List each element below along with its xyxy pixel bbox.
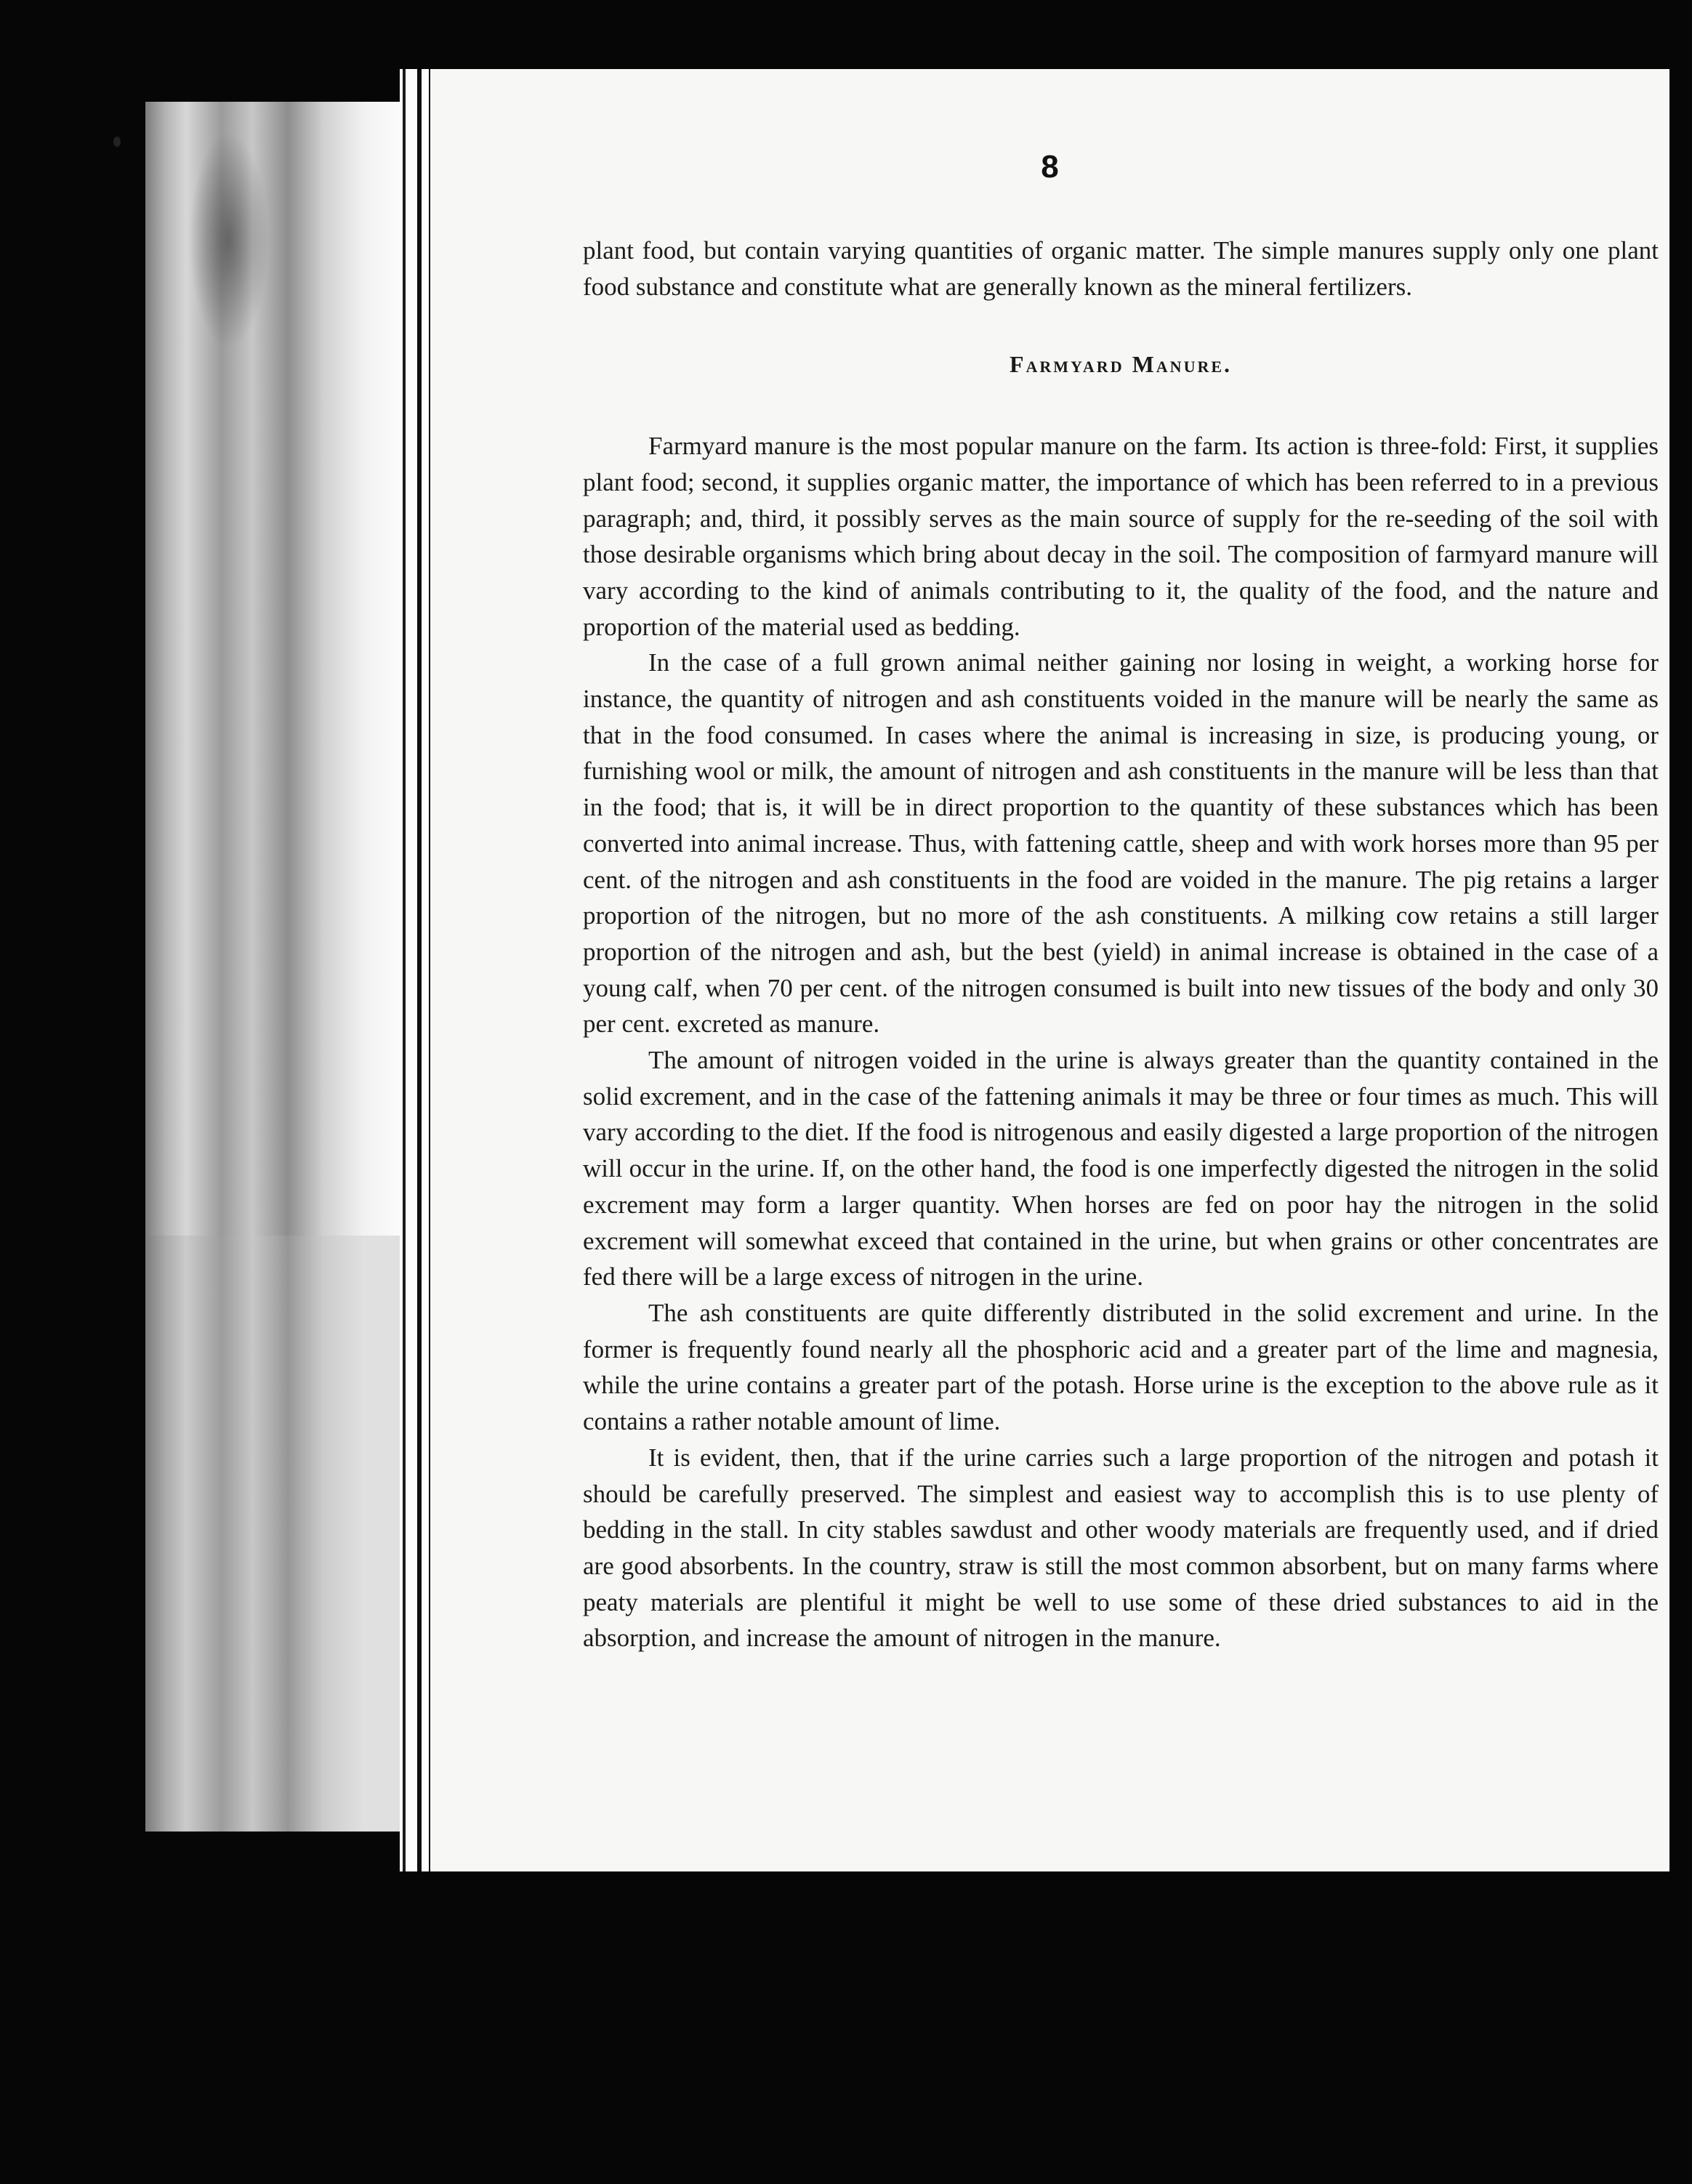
- paragraph: It is evident, then, that if the urine carries such a large proportion of the nitrogen and potash it should be carefully preserved. The simplest and easiest way to accomplish this is to use plenty of bedding in the stall. In city stables sawdust and other woody materials are frequently used, and if dried are good absorbents. In the country, straw is still the most common absorbent, but on many farms where peaty materials are plentiful it might be well to use some of these dried substances to aid in the absorption, and increase the amount of nitrogen in the manure.: [583, 1443, 1659, 1653]
- gutter-rule: [417, 69, 422, 1871]
- page-number: 8: [1041, 149, 1059, 185]
- gutter-rule: [403, 69, 406, 1871]
- dust-speck: [113, 137, 121, 147]
- document-page: [430, 69, 1669, 1871]
- body-text: [583, 233, 1659, 1656]
- section-heading: Farmyard Manure.: [1009, 351, 1233, 378]
- paragraph: The amount of nitrogen voided in the urine is always greater than the quantity contained in the solid excrement, and in the case of the fattening animals it may be three or four times as much. This will vary according to the diet. If the food is nitrogenous and easily digested a large proportion of the nitrogen will occur in the urine. If, on the other hand, the food is one imperfectly digested the nitrogen in the solid excrement may form a larger quantity. When horses are fed on poor hay the nitrogen in the solid excrement will somewhat exceed that contained in the urine, but when grains or other concentrates are fed there will be a large excess of nitrogen in the urine.: [583, 1046, 1659, 1292]
- adjacent-page-edge: [145, 102, 400, 1832]
- paragraph: In the case of a full grown animal neither gaining nor losing in weight, a working horse for instance, the quantity of nitrogen and ash constituents voided in the manure will be nearly the same as that in the food consumed. In cases where the animal is increasing in size, is producing young, or furnishing wool or milk, the amount of nitrogen and ash constituents in the manure will be less than that in the food; that is, it will be in direct proportion to the quantity of these substances which has been converted into animal increase. Thus, with fattening cattle, sheep and with work horses more than 95 per cent. of the nitrogen and ash constituents in the food are voided in the manure. The pig retains a larger proportion of the nitrogen, but no more of the ash constituents. A milking cow retains a still larger proportion of the nitrogen and ash, but the best (yield) in animal increase is obtained in the case of a young calf, when 70 per cent. of the nitrogen consumed is built into new tissues of the body and only 30 per cent. excreted as manure.: [583, 648, 1659, 1039]
- paragraph: The ash constituents are quite differently distributed in the solid excrement and urine. In the former is frequently found nearly all the phosphoric acid and a greater part of the lime and magnesia, while the urine contains a greater part of the potash. Horse urine is the exception to the above rule as it contains a rather notable amount of lime.: [583, 1298, 1659, 1436]
- page-gutter: [400, 69, 429, 1871]
- paragraph: Farmyard manure is the most popular manure on the farm. Its action is three-fold: First, it supplies plant food; second, it supplies organic matter, the importance of which has been referred to in a previous paragraph; and, third, it possibly serves as the main source of supply for the re-seeding of the soil with those desirable organisms which bring about decay in the soil. The composition of farmyard manure will vary according to the kind of animals contributing to it, the quality of the food, and the nature and proportion of the material used as bedding.: [583, 432, 1659, 641]
- intro-paragraph: plant food, but contain varying quantities of organic matter. The simple manures supply only one plant food substance and constitute what are generally known as the mineral fertilizers.: [583, 236, 1659, 301]
